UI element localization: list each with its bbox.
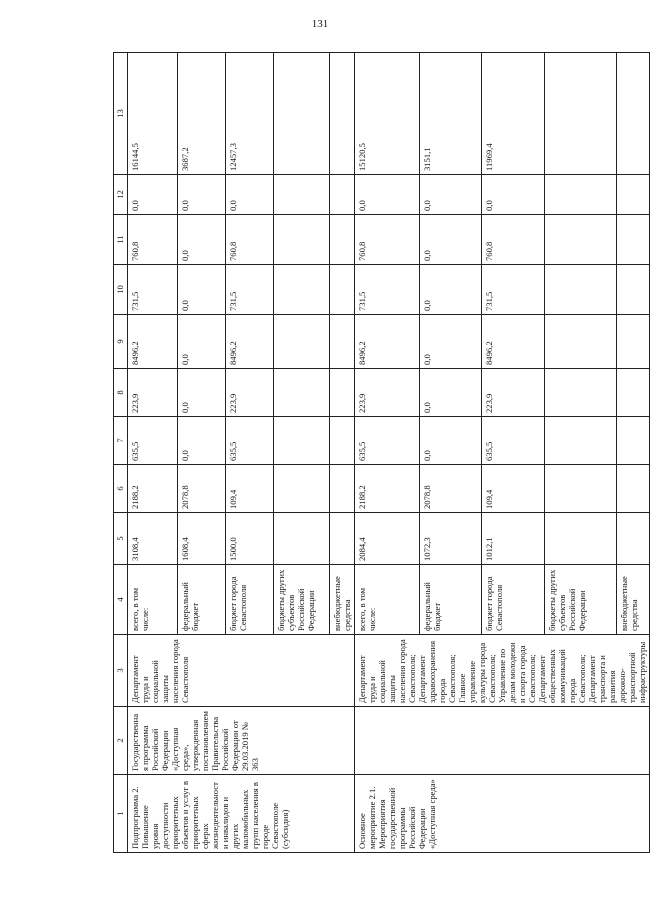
value-cell: 0,0 [226, 175, 274, 215]
source-cell: всего, в том числе: [128, 565, 178, 635]
value-cell: 223,9 [482, 369, 544, 417]
total-cell: 11969,4 [482, 53, 544, 175]
value-cell: 731,5 [482, 265, 544, 315]
table-row [128, 53, 178, 853]
value-cell: 2078,8 [419, 465, 481, 513]
basis-cell: Государственная программа Российской Федерации «Доступная среда», утвержденная постановлением Правительства Российской Федерации от 29.03.2019 № 363 [128, 707, 355, 775]
value-cell: 2084,4 [355, 513, 420, 565]
value-cell: 0,0 [178, 265, 226, 315]
value-cell: 0,0 [419, 175, 481, 215]
value-cell [330, 417, 355, 465]
value-cell: 8496,2 [355, 315, 420, 369]
value-cell [617, 265, 650, 315]
total-cell [544, 53, 617, 175]
value-cell [544, 175, 617, 215]
value-cell: 8496,2 [482, 315, 544, 369]
value-cell [544, 369, 617, 417]
value-cell: 0,0 [178, 215, 226, 265]
value-cell: 0,0 [178, 369, 226, 417]
value-cell: 223,9 [128, 369, 178, 417]
value-cell: 0,0 [178, 315, 226, 369]
value-cell [617, 417, 650, 465]
value-cell [330, 215, 355, 265]
value-cell [544, 265, 617, 315]
source-cell: бюджеты других субъектов Российской Федерации [274, 565, 330, 635]
col-header: 1 [114, 775, 128, 853]
source-cell: внебюджетные средства [617, 565, 650, 635]
page-number: 131 [311, 18, 329, 30]
value-cell: 2078,8 [178, 465, 226, 513]
value-cell [274, 417, 330, 465]
value-cell: 8496,2 [128, 315, 178, 369]
value-cell: 223,9 [226, 369, 274, 417]
value-cell: 0,0 [419, 369, 481, 417]
value-cell: 1012,1 [482, 513, 544, 565]
value-cell: 760,8 [482, 215, 544, 265]
source-cell: федеральный бюджет [178, 565, 226, 635]
value-cell: 1500,0 [226, 513, 274, 565]
value-cell [274, 175, 330, 215]
col-header: 8 [114, 369, 128, 417]
program-name-cell: Основное мероприятие 2.1. Мероприятия государственной программы Российской Федерации «Доступная среда» [355, 775, 650, 853]
value-cell: 109,4 [482, 465, 544, 513]
value-cell: 760,8 [128, 215, 178, 265]
value-cell [330, 315, 355, 369]
executor-cell: Департамент труда и социальной защиты населения города Севастополя; Департамент здравоохранения города Севастополя; Главное управление культуры города Севастополя; Управление по делам молодежи и спорта города Севастополя; Департамент общественных коммуникаций города Севастополя; Департамент транспорта и развития дорожно-транспортной инфраструктуры [355, 635, 650, 707]
value-cell: 0,0 [178, 175, 226, 215]
value-cell: 731,5 [355, 265, 420, 315]
value-cell: 223,9 [355, 369, 420, 417]
value-cell [544, 315, 617, 369]
value-cell [617, 513, 650, 565]
source-cell: внебюджетные средства [330, 565, 355, 635]
col-header: 13 [114, 53, 128, 175]
table-row [355, 53, 420, 853]
value-cell [274, 369, 330, 417]
value-cell: 1608,4 [178, 513, 226, 565]
total-cell [274, 53, 330, 175]
program-name-cell: Подпрограмма 2. Повышение уровня доступности приоритетных объектов и услуг в приоритетных сферах жизнедеятельности инвалидов и других маломобильных групп населения в городе Севастополе (субсидия) [128, 775, 355, 853]
col-header: 4 [114, 565, 128, 635]
value-cell [274, 215, 330, 265]
total-cell [330, 53, 355, 175]
source-cell: бюджет города Севастополя [482, 565, 544, 635]
col-header: 7 [114, 417, 128, 465]
col-header: 10 [114, 265, 128, 315]
basis-cell [355, 707, 650, 775]
value-cell [330, 513, 355, 565]
rotated-table-wrapper [113, 53, 647, 853]
total-cell [617, 53, 650, 175]
funding-table [113, 52, 650, 853]
value-cell: 635,5 [355, 417, 420, 465]
executor-cell: Департамент труда и социальной защиты населения города Севастополя [128, 635, 355, 707]
value-cell: 3108,4 [128, 513, 178, 565]
value-cell [617, 465, 650, 513]
value-cell: 760,8 [226, 215, 274, 265]
source-cell: бюджет города Севастополя [226, 565, 274, 635]
value-cell: 635,5 [226, 417, 274, 465]
value-cell: 0,0 [128, 175, 178, 215]
value-cell: 635,5 [482, 417, 544, 465]
value-cell [330, 175, 355, 215]
value-cell [274, 315, 330, 369]
value-cell: 2188,2 [355, 465, 420, 513]
source-cell: федеральный бюджет [419, 565, 481, 635]
col-header: 11 [114, 215, 128, 265]
value-cell [617, 315, 650, 369]
value-cell: 731,5 [128, 265, 178, 315]
value-cell [544, 513, 617, 565]
value-cell: 2188,2 [128, 465, 178, 513]
value-cell [330, 369, 355, 417]
value-cell [617, 175, 650, 215]
value-cell: 0,0 [419, 315, 481, 369]
col-header: 6 [114, 465, 128, 513]
source-cell: бюджеты других субъектов Российской Федерации [544, 565, 617, 635]
value-cell: 635,5 [128, 417, 178, 465]
value-cell [544, 465, 617, 513]
col-header: 9 [114, 315, 128, 369]
value-cell [617, 215, 650, 265]
value-cell [330, 265, 355, 315]
value-cell: 8496,2 [226, 315, 274, 369]
col-header: 5 [114, 513, 128, 565]
value-cell: 0,0 [419, 417, 481, 465]
total-cell: 12457,3 [226, 53, 274, 175]
value-cell: 0,0 [178, 417, 226, 465]
total-cell: 15120,5 [355, 53, 420, 175]
value-cell [544, 215, 617, 265]
value-cell [330, 465, 355, 513]
value-cell: 731,5 [226, 265, 274, 315]
value-cell [274, 513, 330, 565]
header-row [114, 53, 128, 853]
value-cell [274, 265, 330, 315]
value-cell [544, 417, 617, 465]
col-header: 3 [114, 635, 128, 707]
col-header: 2 [114, 707, 128, 775]
value-cell: 0,0 [419, 215, 481, 265]
source-cell: всего, в том числе: [355, 565, 420, 635]
total-cell: 3687,2 [178, 53, 226, 175]
value-cell: 760,8 [355, 215, 420, 265]
value-cell: 0,0 [482, 175, 544, 215]
value-cell [274, 465, 330, 513]
value-cell: 0,0 [355, 175, 420, 215]
total-cell: 3151,1 [419, 53, 481, 175]
value-cell: 109,4 [226, 465, 274, 513]
value-cell [617, 369, 650, 417]
total-cell: 16144,5 [128, 53, 178, 175]
value-cell: 0,0 [419, 265, 481, 315]
value-cell: 1072,3 [419, 513, 481, 565]
col-header: 12 [114, 175, 128, 215]
